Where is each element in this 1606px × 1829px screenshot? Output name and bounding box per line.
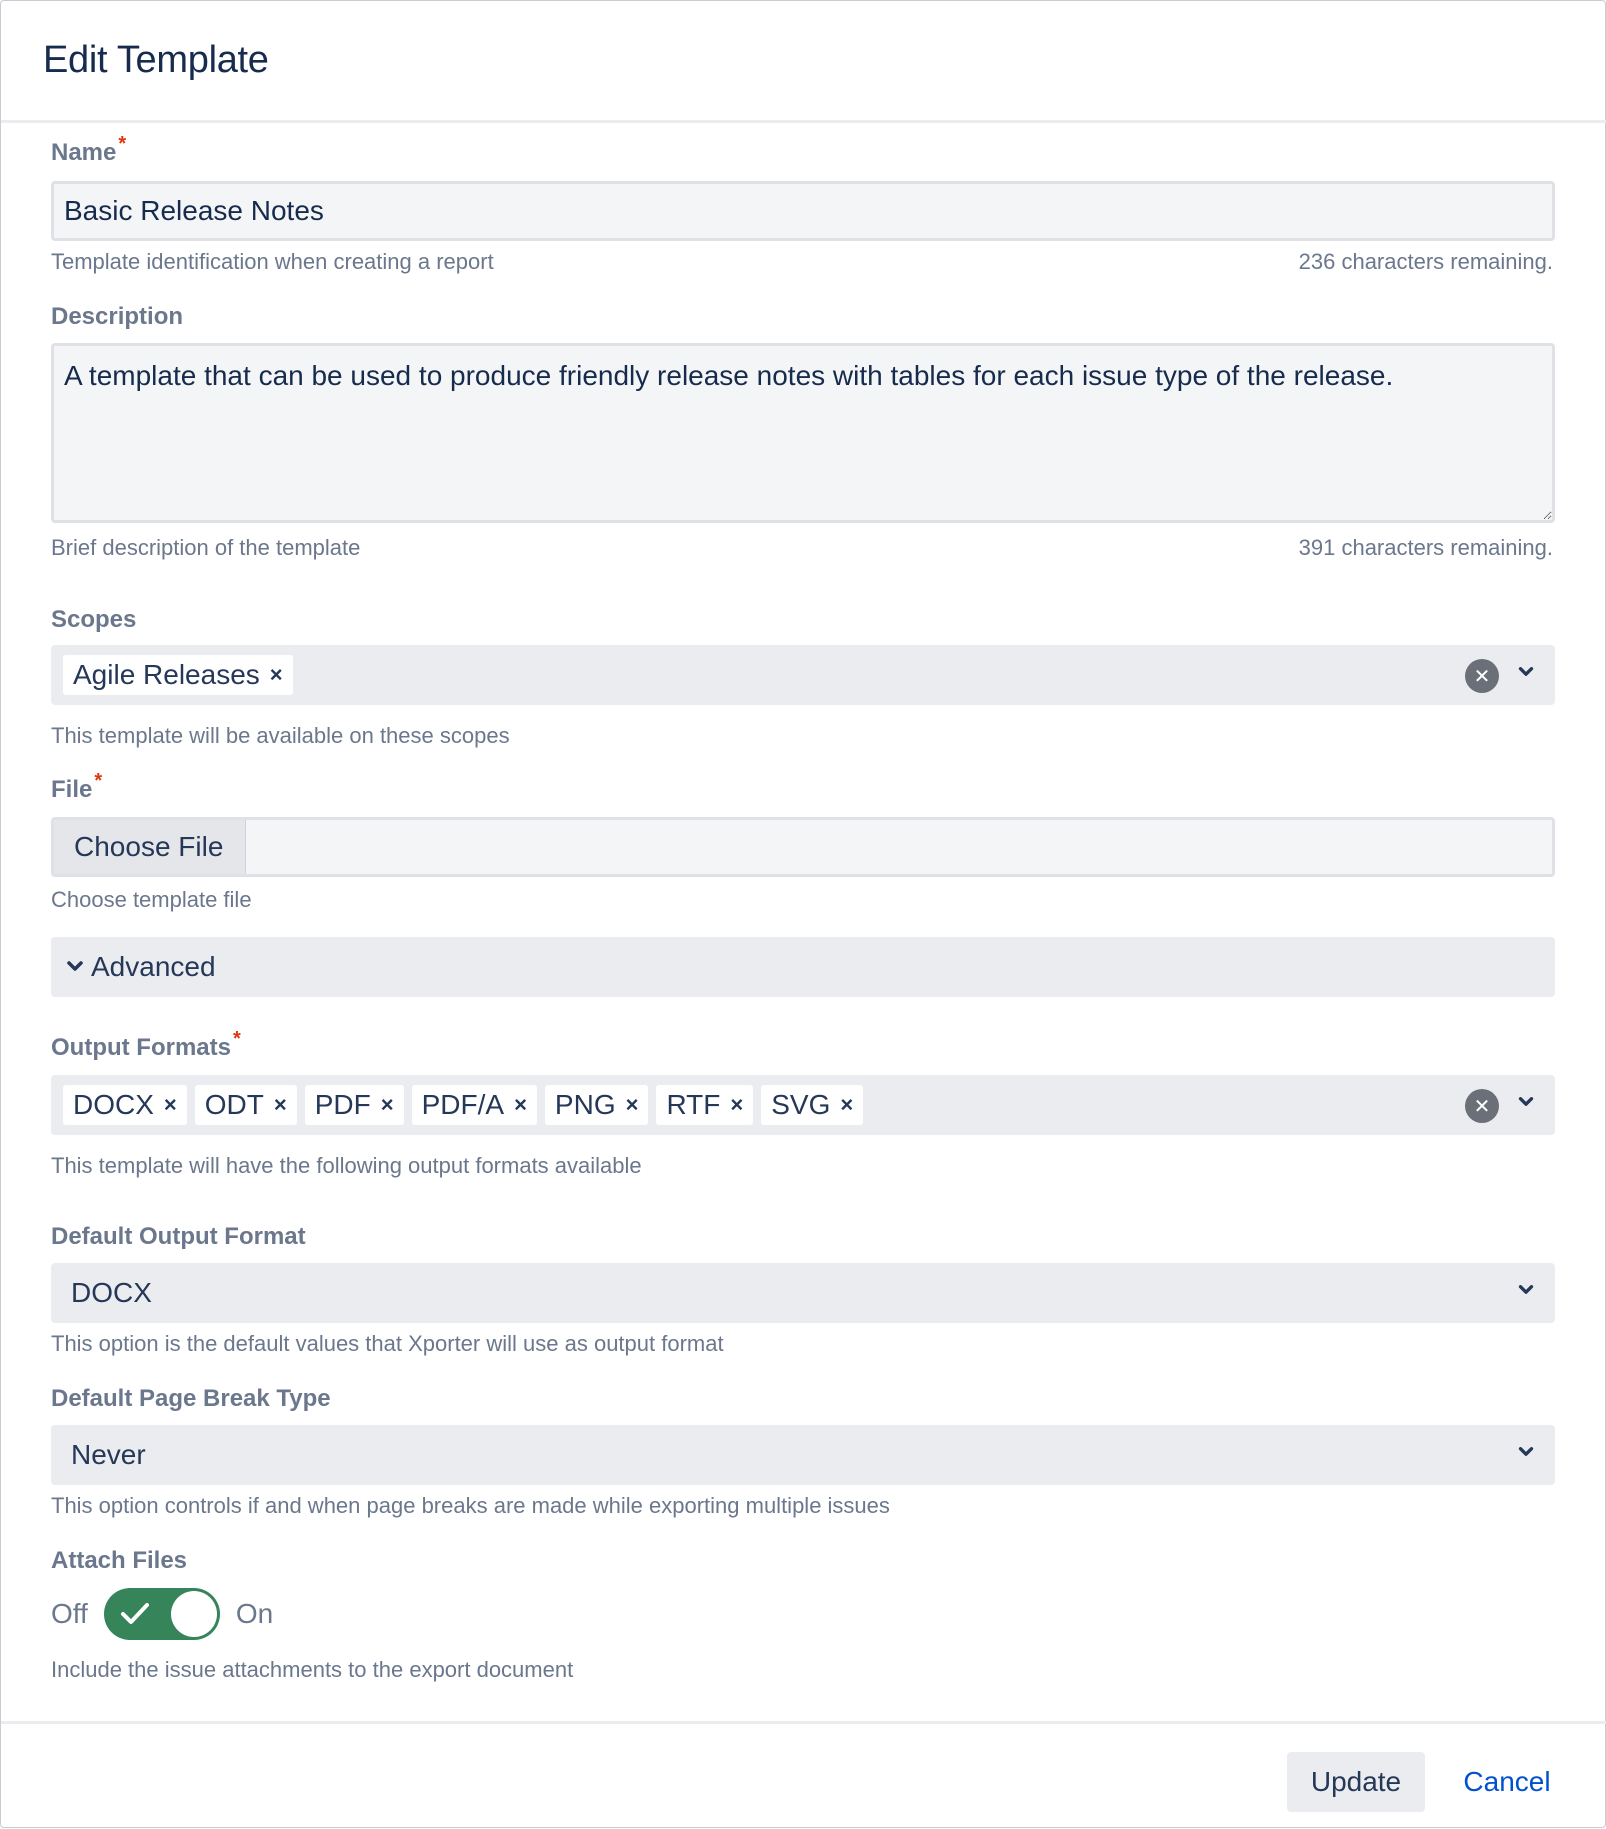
format-tag: ODT × (195, 1085, 297, 1125)
attach-files-help: Include the issue attachments to the export document (51, 1657, 574, 1682)
toggle-on-label: On (235, 1598, 274, 1629)
name-label: Name * (51, 133, 127, 166)
file-label: File * (51, 770, 103, 803)
format-tag: DOCX × (63, 1085, 187, 1125)
check-icon (120, 1601, 150, 1627)
description-textarea[interactable] (51, 343, 1555, 523)
name-remaining: 236 characters remaining. (1298, 249, 1553, 274)
scopes-tags (63, 655, 293, 695)
format-tag: RTF × (656, 1085, 753, 1125)
attach-files-label: Attach Files (51, 1547, 188, 1574)
name-input[interactable] (51, 181, 1555, 241)
remove-tag-icon[interactable]: × (269, 662, 283, 687)
chevron-down-icon (1515, 1441, 1537, 1463)
update-button[interactable]: Update (1287, 1752, 1425, 1812)
scopes-label: Scopes (51, 606, 137, 633)
description-remaining: 391 characters remaining. (1298, 535, 1553, 560)
remove-tag-icon[interactable]: × (273, 1092, 287, 1117)
name-help: Template identification when creating a report (51, 249, 494, 274)
chevron-down-icon[interactable] (1515, 1091, 1537, 1113)
remove-tag-icon[interactable]: × (840, 1092, 854, 1117)
output-formats-label: Output Formats * (51, 1028, 241, 1061)
dialog-header (1, 1, 1606, 123)
file-help: Choose template file (51, 887, 252, 912)
output-formats-tags (63, 1085, 863, 1125)
remove-tag-icon[interactable]: × (514, 1092, 527, 1117)
description-help: Brief description of the template (51, 535, 361, 560)
default-page-break-select[interactable] (51, 1425, 1555, 1485)
output-formats-select[interactable] (51, 1075, 1555, 1135)
dialog-title: Edit Template (43, 39, 269, 81)
default-output-format-help: This option is the default values that Xporter will use as output format (51, 1331, 724, 1356)
cancel-button[interactable]: Cancel (1447, 1752, 1567, 1812)
chevron-down-icon (65, 956, 85, 976)
default-output-format-label: Default Output Format (51, 1223, 306, 1250)
remove-tag-icon[interactable]: × (163, 1092, 177, 1117)
output-formats-help: This template will have the following output formats available (51, 1153, 642, 1178)
remove-tag-icon[interactable]: × (380, 1092, 394, 1117)
chevron-down-icon[interactable] (1515, 661, 1537, 683)
required-mark: * (233, 1028, 241, 1050)
scopes-help: This template will be available on these scopes (51, 723, 510, 748)
default-output-format-select[interactable] (51, 1263, 1555, 1323)
default-page-break-label: Default Page Break Type (51, 1385, 331, 1412)
choose-file-button[interactable]: Choose File (54, 820, 246, 874)
file-input[interactable] (51, 817, 1555, 877)
dialog-footer (1, 1721, 1606, 1829)
attach-files-toggle[interactable] (104, 1588, 220, 1640)
selected-value: Never (71, 1439, 146, 1470)
scopes-select[interactable] (51, 645, 1555, 705)
selected-value: DOCX (71, 1277, 152, 1308)
required-mark: * (94, 770, 103, 792)
advanced-toggle[interactable] (51, 937, 1555, 997)
remove-tag-icon[interactable]: × (625, 1092, 639, 1117)
scope-tag: Agile Releases × (63, 655, 293, 695)
required-mark: * (118, 133, 127, 155)
advanced-label: Advanced (91, 951, 216, 982)
default-page-break-help: This option controls if and when page breaks are made while exporting multiple issues (51, 1493, 890, 1518)
toggle-knob (171, 1591, 217, 1637)
attach-files-toggle-row (51, 1587, 273, 1641)
clear-formats-icon[interactable]: ✕ (1465, 1089, 1499, 1123)
format-tag: PNG × (545, 1085, 649, 1125)
clear-scopes-icon[interactable]: ✕ (1465, 659, 1499, 693)
format-tag: SVG × (761, 1085, 863, 1125)
toggle-off-label: Off (51, 1598, 88, 1629)
remove-tag-icon[interactable]: × (730, 1092, 744, 1117)
format-tag: PDF/A × (412, 1085, 537, 1125)
description-label: Description (51, 303, 184, 330)
chevron-down-icon (1515, 1279, 1537, 1301)
format-tag: PDF × (305, 1085, 404, 1125)
